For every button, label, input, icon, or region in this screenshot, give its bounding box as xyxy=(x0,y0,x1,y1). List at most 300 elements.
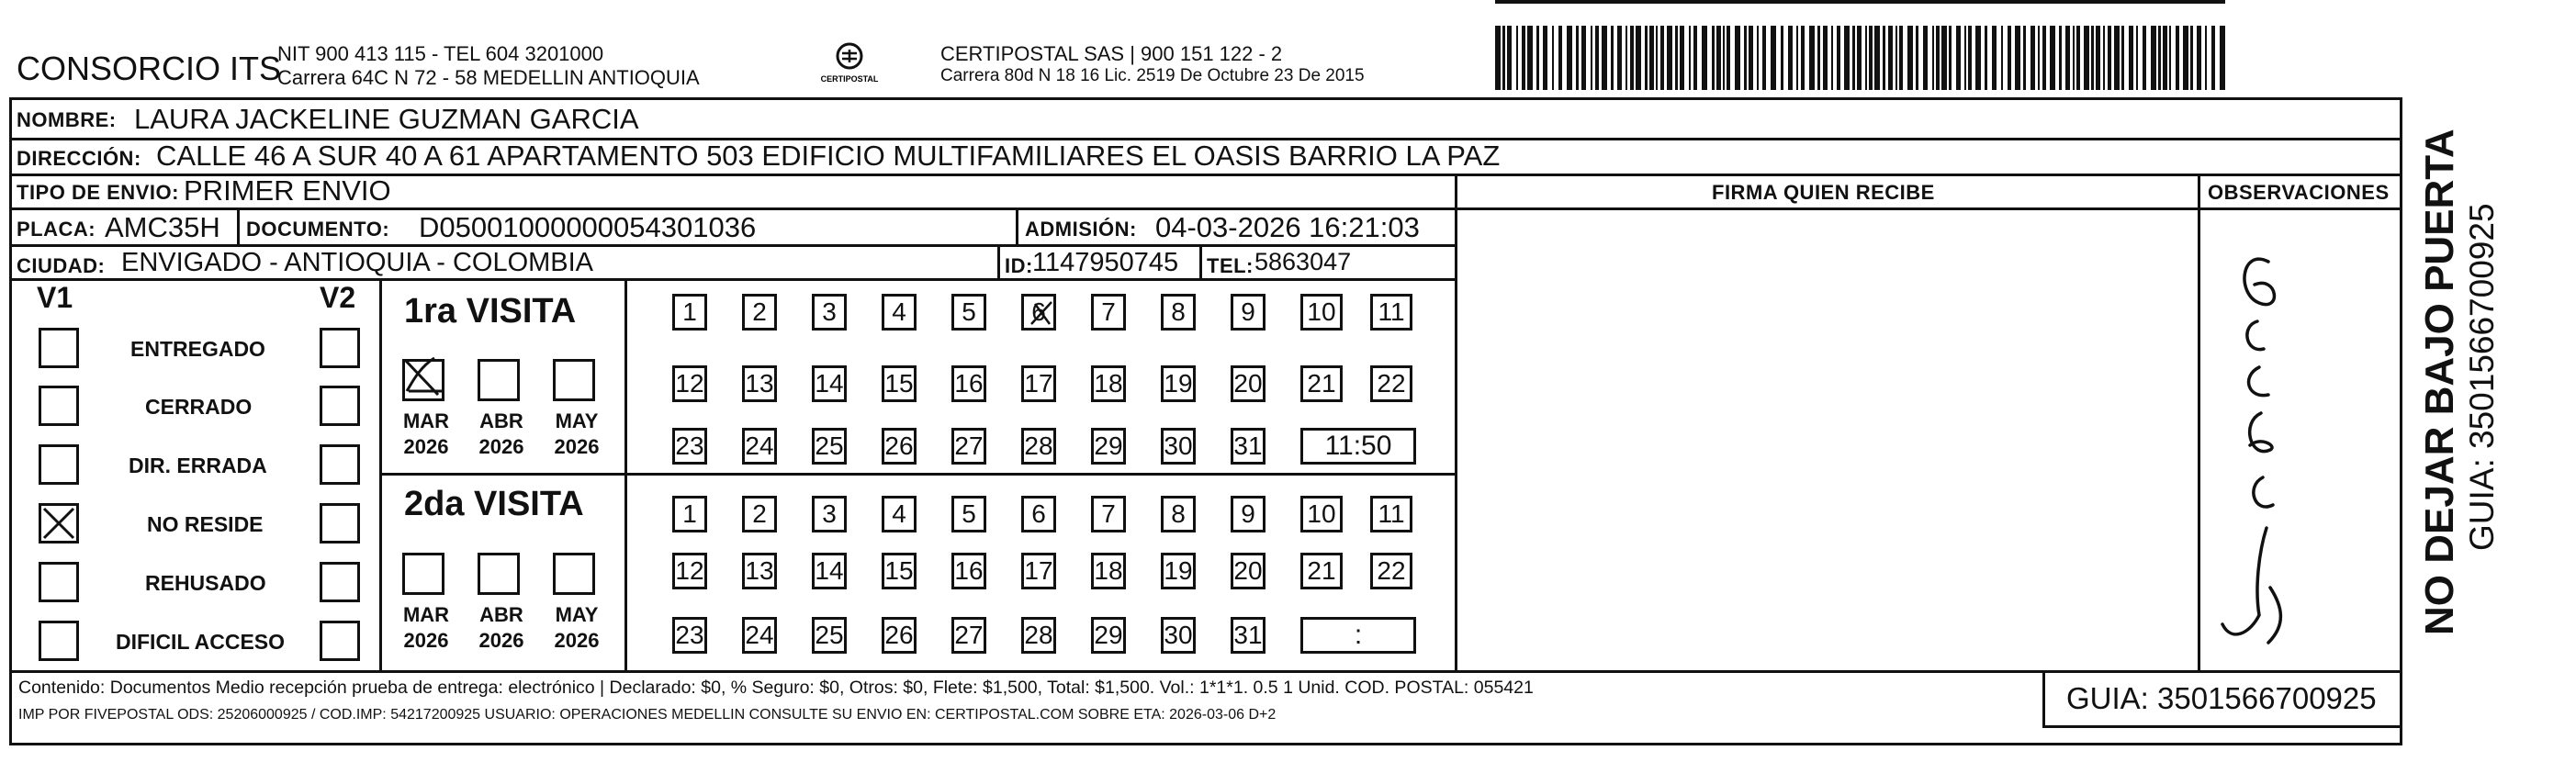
ciudad-label: CIUDAD: xyxy=(17,254,106,277)
barcode-bar xyxy=(2121,26,2124,90)
barcode-bar xyxy=(1771,26,1776,90)
barcode-bar xyxy=(1625,26,1627,90)
footer-content-line: Contenido: Documentos Medio recepción prueba de entrega: electrónico | Declarado: $0, % Seguro: $0, Otros: $0, Flete: $1,500, Total: $1,500. Vol.: 1*1*1. 0.5 1 Unid. COD. POSTAL: 055421 xyxy=(18,678,1534,698)
day-number: 29 xyxy=(1094,621,1123,649)
barcode-bar xyxy=(1857,26,1862,90)
barcode-bar xyxy=(1522,26,1525,90)
day-box[interactable] xyxy=(951,365,986,402)
day-box[interactable] xyxy=(1231,428,1266,465)
day-box[interactable] xyxy=(1231,553,1266,589)
barcode-bar xyxy=(1762,26,1766,90)
day-box[interactable] xyxy=(951,428,986,465)
month-year: 2026 xyxy=(554,435,600,458)
month-checkbox[interactable] xyxy=(402,359,444,401)
top-rule xyxy=(1495,0,2225,4)
barcode-bar xyxy=(2176,26,2179,90)
barcode-bar xyxy=(2211,26,2215,90)
check-mark-icon xyxy=(401,354,456,398)
day-number: 22 xyxy=(1377,556,1406,585)
barcode-bar xyxy=(1837,26,1840,90)
v1-checkbox[interactable] xyxy=(39,503,79,543)
day-number: 31 xyxy=(1233,431,1263,460)
day-number: 24 xyxy=(745,431,774,460)
day-number: 15 xyxy=(884,556,914,585)
day-box[interactable] xyxy=(1300,294,1343,331)
barcode-bar xyxy=(1801,26,1805,90)
day-number: 28 xyxy=(1024,621,1053,649)
barcode-bar xyxy=(1936,26,1940,90)
barcode-bar xyxy=(1495,26,1501,90)
day-number: 25 xyxy=(815,431,844,460)
status-label: DIFICIL ACCESO xyxy=(116,630,286,654)
day-box[interactable] xyxy=(1091,553,1126,589)
barcode-bar xyxy=(1649,26,1654,90)
barcode-bar xyxy=(1844,26,1850,90)
v2-checkbox[interactable] xyxy=(320,444,360,485)
barcode-bar xyxy=(1611,26,1614,90)
day-number: 20 xyxy=(1233,369,1263,398)
barcode-bar xyxy=(2114,26,2120,90)
barcode-bar xyxy=(1712,26,1715,90)
check-mark-icon xyxy=(1026,297,1057,336)
day-box[interactable] xyxy=(1161,365,1196,402)
barcode-bar xyxy=(1749,26,1753,90)
barcode-bar xyxy=(1941,26,1947,90)
day-number: 30 xyxy=(1164,621,1193,649)
month-checkbox[interactable] xyxy=(478,553,520,595)
day-box[interactable] xyxy=(951,617,986,654)
barcode-bar xyxy=(1502,26,1505,90)
side-warning-text: NO DEJAR BAJO PUERTA xyxy=(2417,129,2462,635)
barcode-bar xyxy=(1916,26,1918,90)
day-box[interactable] xyxy=(1300,365,1343,402)
day-box[interactable] xyxy=(1300,553,1343,589)
day-box[interactable] xyxy=(672,365,707,402)
documento-value: D05001000000054301036 xyxy=(419,211,757,243)
day-number: 16 xyxy=(954,556,984,585)
certipostal-line: CERTIPOSTAL SAS | 900 151 122 - 2 xyxy=(940,42,1283,65)
barcode-bar xyxy=(2143,26,2146,90)
barcode-bar xyxy=(1581,26,1586,90)
day-box[interactable] xyxy=(882,294,917,331)
barcode-bar xyxy=(2015,26,2020,90)
certipostal-address: Carrera 80d N 18 16 Lic. 2519 De Octubre 23 De 2015 xyxy=(940,66,1365,85)
certipostal-logo xyxy=(808,40,891,88)
barcode-bar xyxy=(1968,26,1972,90)
day-box[interactable] xyxy=(951,553,986,589)
day-box[interactable] xyxy=(1021,496,1056,532)
direccion-value: CALLE 46 A SUR 40 A 61 APARTAMENTO 503 EDIFICIO MULTIFAMILIARES EL OASIS BARRIO LA PAZ xyxy=(156,140,1501,172)
day-number: 15 xyxy=(884,369,914,398)
day-number: 3 xyxy=(822,499,837,528)
day-number: 9 xyxy=(1241,499,1255,528)
day-box[interactable] xyxy=(882,428,917,465)
ciudad-value: ENVIGADO - ANTIOQUIA - COLOMBIA xyxy=(121,248,594,277)
month-label xyxy=(474,602,529,654)
day-number: 13 xyxy=(745,556,774,585)
day-box[interactable] xyxy=(672,553,707,589)
barcode-bar xyxy=(2197,26,2201,90)
barcode-bar xyxy=(1907,26,1913,90)
day-box[interactable] xyxy=(1370,553,1412,589)
day-number: 12 xyxy=(675,369,704,398)
barcode-bar xyxy=(2065,26,2070,90)
barcode-bar xyxy=(1543,26,1547,90)
tipo-label: TIPO DE ENVIO: xyxy=(17,181,179,204)
firma-column-header: FIRMA QUIEN RECIBE xyxy=(1712,181,1935,204)
day-box[interactable] xyxy=(812,294,847,331)
nombre-value: LAURA JACKELINE GUZMAN GARCIA xyxy=(134,103,639,135)
month-label xyxy=(399,409,454,460)
day-number: 14 xyxy=(815,369,844,398)
v1-checkbox[interactable] xyxy=(39,562,79,602)
day-box[interactable] xyxy=(812,553,847,589)
day-box[interactable] xyxy=(1021,428,1056,465)
day-box[interactable] xyxy=(1091,365,1126,402)
v2-checkbox[interactable] xyxy=(320,386,360,426)
v1-checkbox[interactable] xyxy=(39,386,79,426)
barcode-bar xyxy=(1656,26,1658,90)
day-box[interactable] xyxy=(742,428,777,465)
day-number: 23 xyxy=(675,431,704,460)
month-name: ABR xyxy=(479,603,523,626)
month-label xyxy=(399,602,454,654)
barcode-bar xyxy=(2084,26,2089,90)
barcode-bar xyxy=(2220,26,2225,90)
day-box[interactable] xyxy=(812,365,847,402)
day-box[interactable] xyxy=(812,428,847,465)
barcode-bar xyxy=(1689,26,1691,90)
status-label: NO RESIDE xyxy=(147,512,264,536)
barcode-bar xyxy=(2205,26,2207,90)
barcode-bar xyxy=(1817,26,1820,90)
day-box[interactable] xyxy=(1161,496,1196,532)
day-number: 27 xyxy=(954,621,984,649)
tel-label: TEL: xyxy=(1207,254,1254,277)
status-label: ENTREGADO xyxy=(130,337,265,361)
barcode-bar xyxy=(1645,26,1648,90)
day-number: 11 xyxy=(1378,499,1405,528)
barcode-bar xyxy=(1883,26,1885,90)
month-year: 2026 xyxy=(403,629,449,652)
month-name: MAY xyxy=(555,409,599,432)
barcode-bar xyxy=(2073,26,2075,90)
admision-label: ADMISIÓN: xyxy=(1025,218,1137,241)
barcode-bar xyxy=(2096,26,2100,90)
day-box[interactable] xyxy=(882,617,917,654)
barcode-bar xyxy=(1667,26,1672,90)
barcode-bar xyxy=(1895,26,1897,90)
footer-imp-line: IMP POR FIVEPOSTAL ODS: 25206000925 / COD.IMP: 54217200925 USUARIO: OPERACIONES MEDELLIN CONSULTE SU ENVIO EN: CERTIPOSTAL.COM SOBRE ETA: 2026-03-06 D+2 xyxy=(18,707,1277,723)
barcode-bar xyxy=(1595,26,1599,90)
barcode-bar xyxy=(1932,26,1934,90)
barcode-bar xyxy=(2030,26,2035,90)
month-checkbox[interactable] xyxy=(553,553,595,595)
placa-label: PLACA: xyxy=(17,218,96,241)
barcode-bar xyxy=(1567,26,1572,90)
day-box[interactable] xyxy=(882,496,917,532)
barcode-bar xyxy=(1852,26,1855,90)
month-label xyxy=(549,602,604,654)
barcode-bar xyxy=(1923,26,1928,90)
day-number: 17 xyxy=(1024,369,1053,398)
day-number: 21 xyxy=(1307,369,1336,398)
logo-text: CERTIPOSTAL xyxy=(820,74,879,84)
barcode-bar xyxy=(2023,26,2026,90)
day-box[interactable] xyxy=(1021,553,1056,589)
day-box[interactable] xyxy=(672,617,707,654)
barcode-bar xyxy=(1899,26,1903,90)
day-number: 26 xyxy=(884,621,914,649)
barcode-bar xyxy=(2151,26,2156,90)
barcode-bar xyxy=(1660,26,1664,90)
day-number: 24 xyxy=(745,621,774,649)
month-year: 2026 xyxy=(403,435,449,458)
month-label xyxy=(549,409,604,460)
barcode-bar xyxy=(2169,26,2171,90)
day-box[interactable] xyxy=(1021,365,1056,402)
day-number: 19 xyxy=(1164,556,1193,585)
barcode-bar xyxy=(1735,26,1740,90)
day-number: 2 xyxy=(752,297,767,326)
day-number: 10 xyxy=(1307,499,1336,528)
footer-guia: GUIA: 3501566700925 xyxy=(2066,681,2377,715)
barcode-bar xyxy=(1865,26,1867,90)
company-name: CONSORCIO ITS xyxy=(17,50,282,87)
barcode-bar xyxy=(2050,26,2055,90)
day-box[interactable] xyxy=(742,496,777,532)
day-box[interactable] xyxy=(882,553,917,589)
month-name: MAY xyxy=(555,603,599,626)
barcode-bar xyxy=(2042,26,2046,90)
barcode-bar xyxy=(1630,26,1634,90)
day-box[interactable] xyxy=(742,365,777,402)
barcode-bar xyxy=(1693,26,1697,90)
barcode-bar xyxy=(1781,26,1783,90)
day-number: 7 xyxy=(1101,499,1116,528)
day-box[interactable] xyxy=(742,294,777,331)
day-box[interactable] xyxy=(812,617,847,654)
month-year: 2026 xyxy=(478,435,524,458)
barcode-bar xyxy=(1744,26,1747,90)
v1-checkbox[interactable] xyxy=(39,444,79,485)
month-checkbox[interactable] xyxy=(478,359,520,401)
tipo-value: PRIMER ENVIO xyxy=(184,174,391,207)
barcode-bar xyxy=(1727,26,1730,90)
day-number: 6 xyxy=(1031,499,1046,528)
v2-checkbox[interactable] xyxy=(320,503,360,543)
barcode xyxy=(1495,26,2225,90)
barcode-bar xyxy=(1558,26,1562,90)
day-box[interactable] xyxy=(1091,496,1126,532)
day-number: 9 xyxy=(1241,297,1255,326)
recipient-signature xyxy=(2204,239,2305,661)
id-value: 1147950745 xyxy=(1032,248,1179,277)
time-value: 11:50 xyxy=(1324,431,1392,461)
v2-checkbox[interactable] xyxy=(320,621,360,661)
barcode-bar xyxy=(2108,26,2111,90)
day-number: 1 xyxy=(682,297,697,326)
day-number: 5 xyxy=(962,499,976,528)
day-box[interactable] xyxy=(1231,617,1266,654)
barcode-bar xyxy=(2136,26,2138,90)
day-number: 31 xyxy=(1233,621,1263,649)
day-box[interactable] xyxy=(812,496,847,532)
barcode-bar xyxy=(2103,26,2105,90)
barcode-bar xyxy=(1536,26,1539,90)
day-number: 28 xyxy=(1024,431,1053,460)
v2-checkbox[interactable] xyxy=(320,328,360,368)
day-number: 8 xyxy=(1171,297,1186,326)
barcode-bar xyxy=(1964,26,1966,90)
time-box[interactable] xyxy=(1300,617,1416,654)
nombre-label: NOMBRE: xyxy=(17,108,117,131)
day-number: 3 xyxy=(822,297,837,326)
barcode-bar xyxy=(2129,26,2133,90)
day-number: 23 xyxy=(675,621,704,649)
barcode-bar xyxy=(1552,26,1554,90)
day-box[interactable] xyxy=(1300,496,1343,532)
day-box[interactable] xyxy=(1091,617,1126,654)
barcode-bar xyxy=(1702,26,1707,90)
status-label: CERRADO xyxy=(145,395,253,419)
day-number: 30 xyxy=(1164,431,1193,460)
day-number: 21 xyxy=(1307,556,1336,585)
v1-checkbox[interactable] xyxy=(39,328,79,368)
month-checkbox[interactable] xyxy=(553,359,595,401)
day-box[interactable] xyxy=(1370,294,1412,331)
barcode-bar xyxy=(1796,26,1798,90)
direccion-label: DIRECCIÓN: xyxy=(17,147,141,170)
admision-value: 04-03-2026 16:21:03 xyxy=(1155,211,1420,243)
day-number: 29 xyxy=(1094,431,1123,460)
day-number: 16 xyxy=(954,369,984,398)
day-number: 27 xyxy=(954,431,984,460)
day-box[interactable] xyxy=(1091,428,1126,465)
v1-label: V1 xyxy=(37,281,73,314)
barcode-bar xyxy=(2038,26,2040,90)
day-number: 11 xyxy=(1378,297,1405,326)
barcode-bar xyxy=(2076,26,2080,90)
second-visit-title: 2da VISITA xyxy=(404,485,584,523)
day-number: 5 xyxy=(962,297,976,326)
company-address: Carrera 64C N 72 - 58 MEDELLIN ANTIOQUIA xyxy=(277,66,700,89)
barcode-bar xyxy=(1809,26,1815,90)
side-guia-text: GUIA: 3501566700925 xyxy=(2463,203,2501,551)
day-number: 8 xyxy=(1171,499,1186,528)
v1-checkbox[interactable] xyxy=(39,621,79,661)
placa-value: AMC35H xyxy=(105,211,220,243)
day-box[interactable] xyxy=(1370,365,1412,402)
day-box[interactable] xyxy=(1231,294,1266,331)
observaciones-column-header: OBSERVACIONES xyxy=(2208,181,2390,204)
month-name: ABR xyxy=(479,409,523,432)
day-number: 22 xyxy=(1377,369,1406,398)
barcode-bar xyxy=(1992,26,1997,90)
barcode-bar xyxy=(1723,26,1725,90)
day-box[interactable] xyxy=(1091,294,1126,331)
side-guia xyxy=(2463,92,2502,551)
id-label: ID: xyxy=(1005,254,1033,277)
barcode-bar xyxy=(1516,26,1518,90)
day-box[interactable] xyxy=(672,496,707,532)
month-name: MAR xyxy=(402,409,450,432)
day-box[interactable] xyxy=(1161,428,1196,465)
day-box[interactable] xyxy=(1370,496,1412,532)
day-number: 18 xyxy=(1094,369,1123,398)
barcode-bar xyxy=(2001,26,2003,90)
documento-label: DOCUMENTO: xyxy=(246,218,390,241)
barcode-bar xyxy=(1788,26,1793,90)
day-number: 26 xyxy=(884,431,914,460)
company-nit: NIT 900 413 115 - TEL 604 3201000 xyxy=(277,42,604,65)
day-number: 25 xyxy=(815,621,844,649)
barcode-bar xyxy=(2091,26,2094,90)
day-box[interactable] xyxy=(672,294,707,331)
day-box[interactable] xyxy=(1021,617,1056,654)
day-number: 12 xyxy=(675,556,704,585)
day-box[interactable] xyxy=(1161,294,1196,331)
barcode-bar xyxy=(2059,26,2062,90)
barcode-bar xyxy=(1823,26,1828,90)
barcode-bar xyxy=(1636,26,1641,90)
barcode-bar xyxy=(1975,26,1981,90)
side-warning xyxy=(2417,121,2463,635)
barcode-bar xyxy=(1675,26,1678,90)
day-box[interactable] xyxy=(951,294,986,331)
month-checkbox[interactable] xyxy=(402,553,444,595)
first-visit-title: 1ra VISITA xyxy=(404,292,577,331)
barcode-bar xyxy=(1874,26,1880,90)
day-number: 4 xyxy=(892,297,906,326)
month-year: 2026 xyxy=(554,629,600,652)
time-box[interactable] xyxy=(1300,428,1416,465)
day-box[interactable] xyxy=(672,428,707,465)
day-number: 6 xyxy=(1031,297,1046,326)
day-number: 19 xyxy=(1164,369,1193,398)
day-number: 13 xyxy=(745,369,774,398)
barcode-bar xyxy=(2190,26,2193,90)
time-value: : xyxy=(1354,620,1363,650)
day-number: 4 xyxy=(892,499,906,528)
month-label xyxy=(474,409,529,460)
barcode-bar xyxy=(1716,26,1721,90)
day-box[interactable] xyxy=(742,617,777,654)
barcode-bar xyxy=(1602,26,1607,90)
barcode-bar xyxy=(1985,26,1987,90)
day-box[interactable] xyxy=(1161,617,1196,654)
barcode-bar xyxy=(1888,26,1893,90)
barcode-bar xyxy=(2183,26,2188,90)
day-box[interactable] xyxy=(1231,365,1266,402)
barcode-bar xyxy=(1527,26,1533,90)
day-box[interactable] xyxy=(742,553,777,589)
day-number: 14 xyxy=(815,556,844,585)
day-box[interactable] xyxy=(882,365,917,402)
barcode-bar xyxy=(2163,26,2167,90)
day-box[interactable] xyxy=(1161,553,1196,589)
barcode-bar xyxy=(1869,26,1873,90)
day-box[interactable] xyxy=(951,496,986,532)
barcode-bar xyxy=(1949,26,1952,90)
day-number: 10 xyxy=(1307,297,1336,326)
barcode-bar xyxy=(2158,26,2161,90)
day-box[interactable] xyxy=(1021,294,1056,331)
day-number: 18 xyxy=(1094,556,1123,585)
v2-checkbox[interactable] xyxy=(320,562,360,602)
status-label: DIR. ERRADA xyxy=(129,454,267,477)
day-box[interactable] xyxy=(1231,496,1266,532)
